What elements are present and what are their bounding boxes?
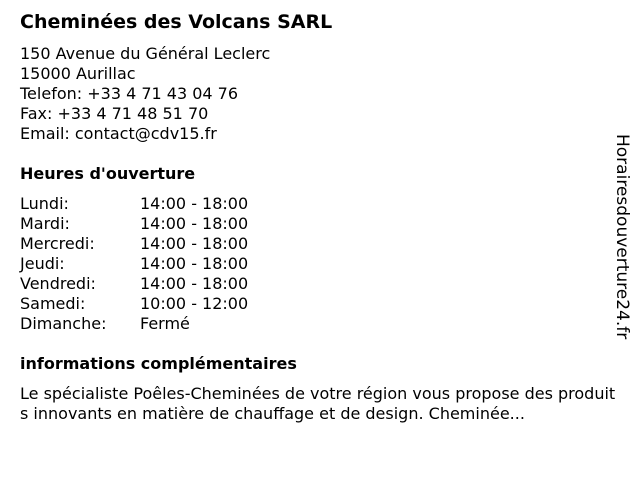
day-label: Lundi: bbox=[20, 194, 69, 213]
street-address: 150 Avenue du Général Leclerc bbox=[20, 44, 271, 63]
time-range: 14:00 - 18:00 bbox=[140, 274, 249, 293]
hours-row-saturday bbox=[20, 294, 248, 314]
city-postal: 15000 Aurillac bbox=[20, 64, 136, 83]
day-label: Mardi: bbox=[20, 214, 70, 233]
time-range: 14:00 - 18:00 bbox=[140, 194, 249, 213]
day-label: Vendredi: bbox=[20, 274, 96, 293]
day-label: Mercredi: bbox=[20, 234, 95, 253]
additional-info-text: Le spécialiste Poêles-Cheminées de votre région vous propose des produits innovants en matière de chauffage et de design. Cheminée... bbox=[20, 384, 616, 423]
phone-number: Telefon: +33 4 71 43 04 76 bbox=[20, 84, 239, 103]
site-watermark: Horairesdouverture24.fr bbox=[612, 134, 632, 340]
fax-number: Fax: +33 4 71 48 51 70 bbox=[20, 104, 209, 123]
day-label: Jeudi: bbox=[20, 254, 65, 273]
day-label: Samedi: bbox=[20, 294, 86, 313]
hours-row-friday bbox=[20, 274, 248, 294]
time-range: 10:00 - 12:00 bbox=[140, 294, 249, 313]
contact-block bbox=[20, 44, 270, 144]
additional-info-heading: informations complémentaires bbox=[20, 354, 297, 373]
hours-row-sunday bbox=[20, 314, 248, 334]
time-range: 14:00 - 18:00 bbox=[140, 254, 249, 273]
time-range: 14:00 - 18:00 bbox=[140, 234, 249, 253]
hours-row-monday bbox=[20, 194, 248, 214]
hours-row-tuesday bbox=[20, 214, 248, 234]
business-name: Cheminées des Volcans SARL bbox=[20, 11, 333, 33]
email-address: Email: contact@cdv15.fr bbox=[20, 124, 217, 143]
opening-hours-table bbox=[20, 194, 248, 334]
time-range: Fermé bbox=[140, 314, 190, 333]
hours-row-thursday bbox=[20, 254, 248, 274]
opening-hours-heading: Heures d'ouverture bbox=[20, 164, 196, 183]
hours-row-wednesday bbox=[20, 234, 248, 254]
day-label: Dimanche: bbox=[20, 314, 107, 333]
time-range: 14:00 - 18:00 bbox=[140, 214, 249, 233]
